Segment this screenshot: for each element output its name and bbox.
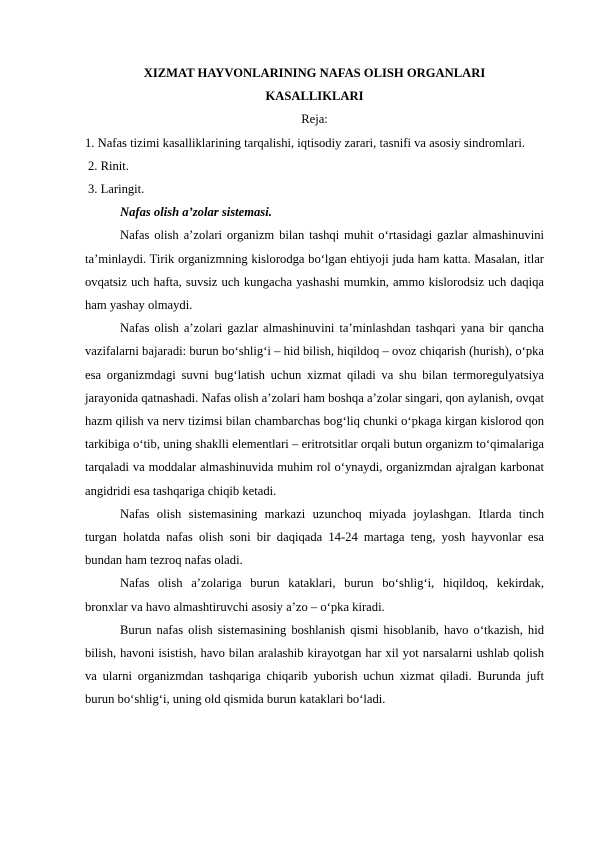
plan-item-3: 3. Laringit. (88, 182, 145, 197)
paragraph-3: Nafas olish sistemasining markazi uzunchoq miyada joylashgan. Itlarda tinch turgan holatda nafas olish soni bir daqiqada 14-24 martaga teng, yosh hayvonlar esa bundan ham tezroq nafas oladi. (85, 506, 544, 568)
document-title (85, 62, 544, 108)
title-line-2: KASALLIKLARI (265, 89, 364, 104)
paragraph-5: Burun nafas olish sistemasining boshlanish qismi hisoblanib, havo o‘tkazish, hid bilish, havoni isistish, havo bilan aralashib kirayotgan har xil yot narsalarni ushlab qolish va ularni organizmdan tashqariga chiqarib yuborish uchun xizmat qiladi. Burunda juft burun bo‘shlig‘i, uning old qismida burun kataklari bo‘ladi. (85, 622, 544, 707)
paragraph-2: Nafas olish a’zolari gazlar almashinuvini ta’minlashdan tashqari yana bir qancha vazifalarni bajaradi: burun bo‘shlig‘i – hid bilish, hiqildoq – ovoz chiqarish (hurish), o‘pka esa organizmdagi suvni bug‘latish uchun xizmat qiladi va shu bilan termoregulyatsiya jarayonida qatnashadi. Nafas olish a’zolari ham boshqa a’zolar singari, qon aylanish, ovqat hazm qilish va nerv tizimsi bilan chambarchas bog‘liq chunki o‘pkaga kirgan kislorod qon tarkibiga o‘tib, uning shaklli elementlari – eritrotsitlar orqali butun organizm to‘qimalariga tarqaladi va moddalar almashinuvida muhim rol o‘ynaydi, organizmdan ajralgan karbonat angidridi esa tashqariga chiqib ketadi. (85, 321, 544, 498)
title-line-1: XIZMAT HAYVONLARINING NAFAS OLISH ORGANLARI (143, 66, 486, 80)
plan-label: Reja: (301, 112, 328, 127)
paragraph-4: Nafas olish a’zolariga burun kataklari, burun bo‘shlig‘i, hiqildoq, kekirdak, bronxlar va havo almashtiruvchi asosiy a’zo – o‘pka kiradi. (85, 576, 544, 614)
paragraph-1: Nafas olish a’zolari organizm bilan tashqi muhit o‘rtasidagi gazlar almashinuvini ta’minlaydi. Tirik organizmning kislorodga bo‘lgan ehtiyoji juda ham katta. Masalan, itlar ovqatsiz uch hafta, suvsiz uch kungacha yashashi mumkin, ammo kislorodsiz uch daqiqa ham yashay olmaydi. (85, 228, 544, 313)
plan-item-1: 1. Nafas tizimi kasalliklarining tarqalishi, iqtisodiy zarari, tasnifi va asosiy sindromlari. (85, 135, 525, 150)
plan-item-2: 2. Rinit. (88, 158, 129, 173)
section-heading: Nafas olish a’zolar sistemasi. (120, 205, 272, 220)
